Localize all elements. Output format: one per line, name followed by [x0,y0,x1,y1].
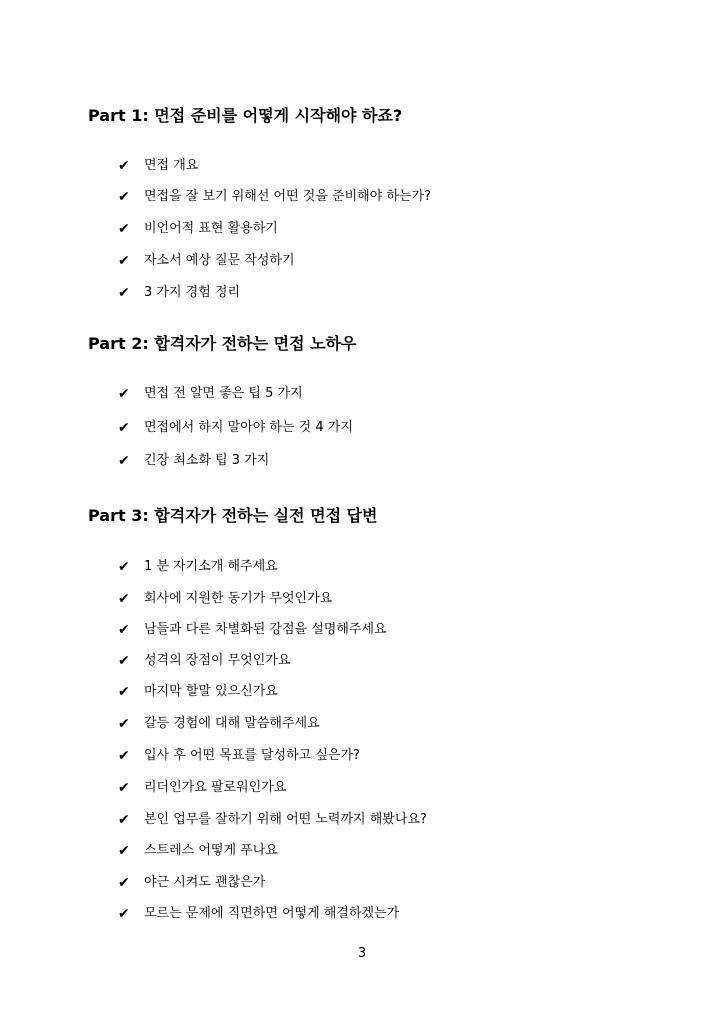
page-number: 3 [357,946,367,961]
list-item-label: 자소서 예상 질문 작성하기 [144,253,295,268]
list-item [118,904,399,924]
check-icon: ✔ [118,559,130,575]
check-icon: ✔ [118,453,130,469]
check-icon: ✔ [118,653,130,669]
part-1-heading: Part 1: 면접 준비를 어떻게 시작해야 하죠? [88,106,403,125]
list-item [118,384,303,404]
check-icon: ✔ [118,748,130,764]
list-item [118,451,269,471]
list-item [118,620,387,640]
check-icon: ✔ [118,780,130,796]
list-item [118,589,332,609]
list-item-label: 마지막 할말 있으신가요 [144,684,278,699]
check-icon: ✔ [118,875,130,891]
list-item-label: 면접 전 알면 좋은 팁 5 가지 [144,386,303,401]
list-item [118,219,278,239]
check-icon: ✔ [118,716,130,732]
list-item [118,714,320,734]
list-item-label: 성격의 장점이 무엇인가요 [144,653,291,668]
list-item-label: 남들과 다른 차별화된 강점을 설명해주세요 [144,622,387,637]
list-item-label: 회사에 지원한 동기가 무엇인가요 [144,591,333,606]
list-item [118,651,290,671]
list-item-label: 비언어적 표현 활용하기 [144,221,278,236]
check-icon: ✔ [118,420,130,436]
check-icon: ✔ [118,386,130,402]
check-icon: ✔ [118,906,130,922]
list-item-label: 면접에서 하지 말아야 하는 것 4 가지 [144,420,353,435]
list-item [118,682,278,702]
list-item [118,873,265,893]
part-2-heading: Part 2: 합격자가 전하는 면접 노하우 [88,334,357,353]
list-item-label: 긴장 최소화 팁 3 가지 [144,453,270,468]
check-icon: ✔ [118,591,130,607]
check-icon: ✔ [118,684,130,700]
list-item-label: 3 가지 경험 정리 [144,285,241,300]
list-item [118,418,353,438]
check-icon: ✔ [118,285,130,301]
list-item-label: 입사 후 어떤 목표를 달성하고 싶은가? [144,748,360,763]
list-item [118,810,427,830]
check-icon: ✔ [118,158,130,174]
check-icon: ✔ [118,189,130,205]
list-item-label: 스트레스 어떻게 푸나요 [144,843,278,858]
list-item [118,557,278,577]
check-icon: ✔ [118,622,130,638]
list-item [118,746,360,766]
part-3-heading: Part 3: 합격자가 전하는 실전 면접 답변 [88,506,378,525]
check-icon: ✔ [118,843,130,859]
list-item-label: 야근 시켜도 괜찮은가 [144,875,266,890]
check-icon: ✔ [118,812,130,828]
check-icon: ✔ [118,253,130,269]
list-item [118,778,286,798]
list-item-label: 면접을 잘 보기 위해선 어떤 것을 준비해야 하는가? [144,189,431,204]
list-item [118,187,431,207]
list-item-label: 갈등 경험에 대해 말씀해주세요 [144,716,320,731]
list-item-label: 리더인가요 팔로워인가요 [144,780,287,795]
list-item [118,283,240,303]
list-item-label: 모르는 문제에 직면하면 어떻게 해결하겠는가 [144,906,400,921]
list-item-label: 면접 개요 [144,158,199,173]
check-icon: ✔ [118,221,130,237]
list-item-label: 1 분 자기소개 해주세요 [144,559,278,574]
list-item-label: 본인 업무를 잘하기 위해 어떤 노력까지 해봤나요? [144,812,427,827]
list-item [118,251,295,271]
list-item [118,156,198,176]
list-item [118,841,278,861]
